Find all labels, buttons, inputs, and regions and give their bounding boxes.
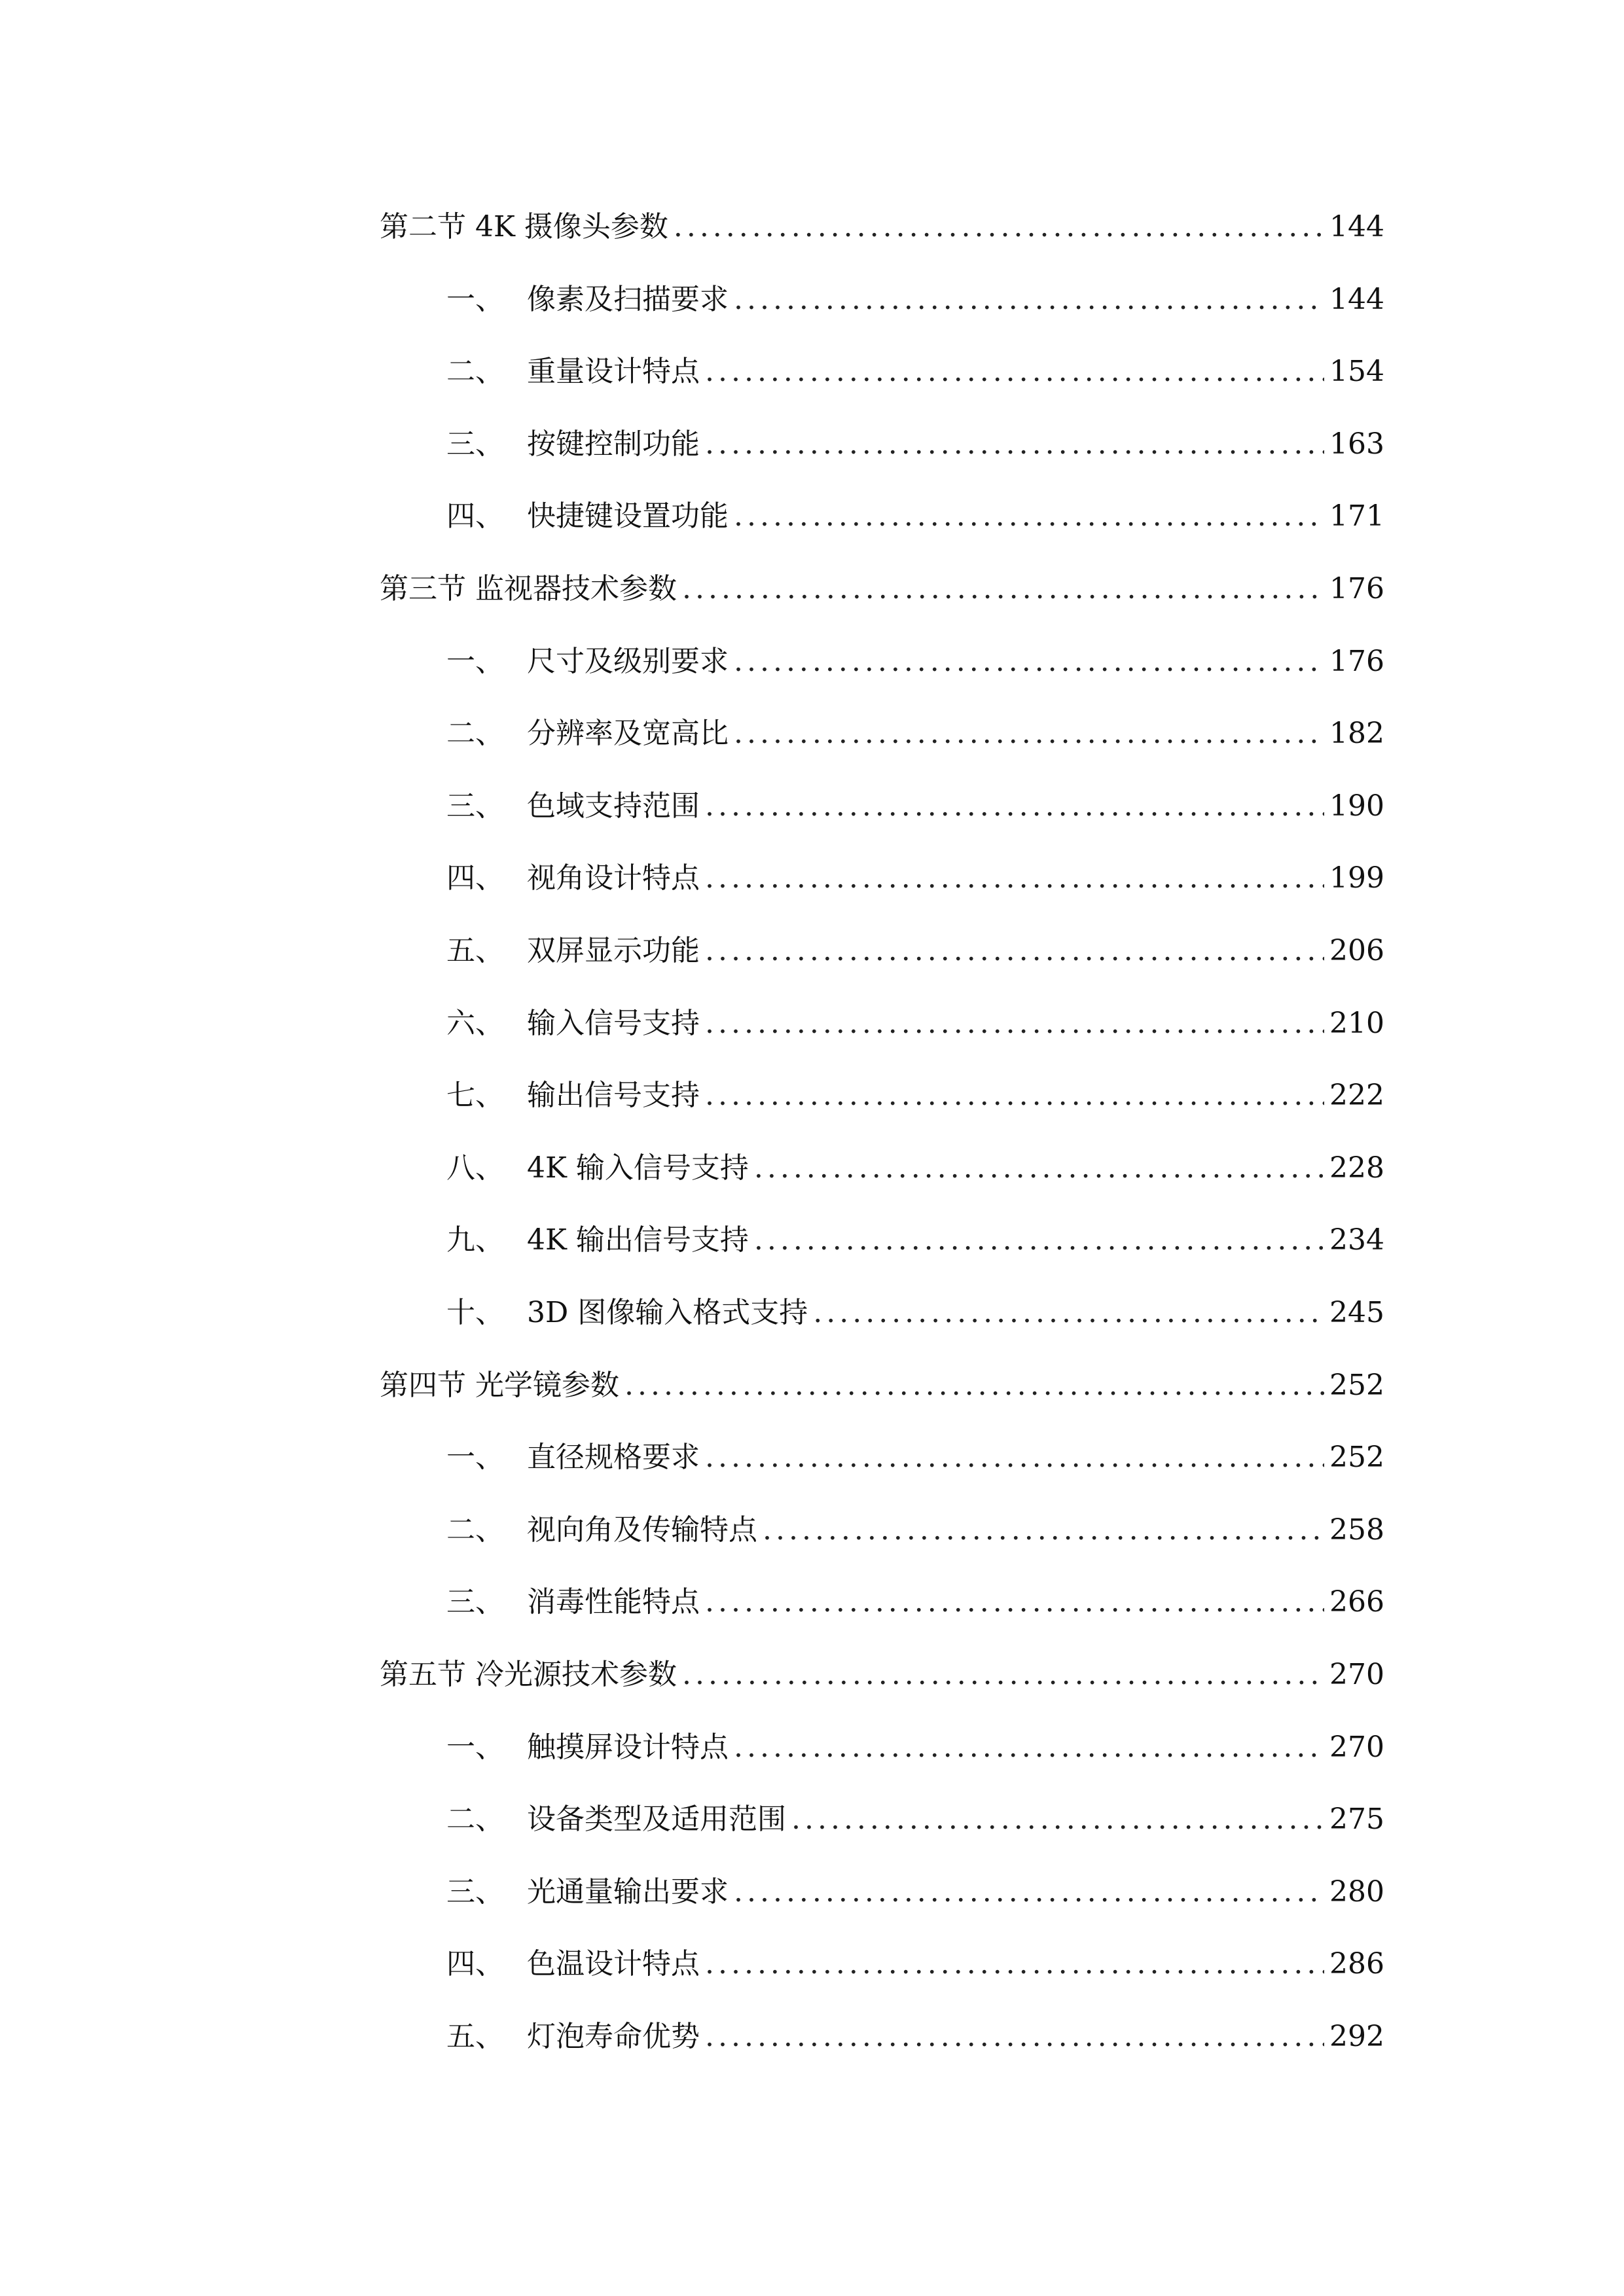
entry-title: 第二节 4K 摄像头参数	[380, 210, 668, 243]
entry-page-number: 258	[1329, 1513, 1384, 1547]
entry-title: 快捷键设置功能	[527, 499, 729, 533]
toc-section-entry[interactable]	[380, 204, 1384, 250]
dot-leader	[682, 566, 1324, 612]
entry-page-number: 206	[1329, 934, 1384, 967]
entry-title: 设备类型及适用范围	[527, 1803, 786, 1837]
entry-page-number: 228	[1329, 1151, 1384, 1185]
entry-page-number: 190	[1329, 789, 1384, 823]
entry-page-number: 199	[1329, 861, 1384, 895]
entry-number: 四、	[446, 861, 504, 895]
dot-leader	[734, 639, 1324, 685]
dot-leader	[734, 1725, 1324, 1770]
entry-title: 第五节 冷光源技术参数	[380, 1658, 677, 1691]
entry-page-number: 266	[1329, 1585, 1384, 1619]
entry-page-number: 222	[1329, 1079, 1384, 1113]
entry-number: 五、	[446, 2020, 504, 2053]
entry-title: 重量设计特点	[527, 355, 700, 389]
toc-subsection-entry[interactable]	[446, 1507, 1384, 1553]
entry-number: 一、	[446, 644, 504, 678]
dot-leader	[705, 2014, 1324, 2060]
entry-title: 直径规格要求	[527, 1441, 700, 1475]
toc-subsection-entry[interactable]	[446, 1869, 1384, 1915]
entry-number: 一、	[446, 1730, 504, 1764]
toc-subsection-entry[interactable]	[446, 1001, 1384, 1047]
entry-title: 输入信号支持	[527, 1006, 700, 1040]
dot-leader	[705, 349, 1324, 395]
entry-page-number: 270	[1329, 1730, 1384, 1764]
entry-number: 三、	[446, 1585, 504, 1619]
toc-subsection-entry[interactable]	[446, 855, 1384, 901]
dot-leader	[754, 1145, 1324, 1191]
entry-page-number: 234	[1329, 1223, 1384, 1257]
dot-leader	[705, 1073, 1324, 1119]
entry-title: 色温设计特点	[527, 1947, 700, 1981]
entry-number: 五、	[446, 934, 504, 967]
entry-number: 一、	[446, 1441, 504, 1475]
entry-title: 第三节 监视器技术参数	[380, 572, 677, 605]
entry-page-number: 245	[1329, 1296, 1384, 1329]
entry-page-number: 252	[1329, 1441, 1384, 1475]
dot-leader	[705, 855, 1324, 901]
entry-page-number: 275	[1329, 1803, 1384, 1837]
entry-page-number: 171	[1329, 499, 1384, 533]
entry-title: 视角设计特点	[527, 861, 700, 895]
toc-subsection-entry[interactable]	[446, 1435, 1384, 1480]
dot-leader	[813, 1290, 1324, 1336]
entry-title: 色域支持范围	[527, 789, 700, 823]
dot-leader	[734, 493, 1324, 539]
entry-page-number: 286	[1329, 1947, 1384, 1981]
dot-leader	[705, 1435, 1324, 1480]
toc-subsection-entry[interactable]	[446, 1725, 1384, 1770]
entry-number: 二、	[446, 717, 504, 751]
dot-leader	[705, 1001, 1324, 1047]
toc-subsection-entry[interactable]	[446, 2014, 1384, 2060]
toc-section-entry[interactable]	[380, 1652, 1384, 1698]
dot-leader	[705, 783, 1324, 829]
dot-leader	[734, 711, 1324, 757]
entry-title: 3D 图像输入格式支持	[527, 1296, 808, 1329]
entry-number: 三、	[446, 1874, 504, 1909]
entry-page-number: 182	[1329, 717, 1384, 751]
entry-title: 4K 输入信号支持	[527, 1151, 749, 1185]
entry-page-number: 176	[1329, 644, 1384, 678]
entry-page-number: 280	[1329, 1874, 1384, 1909]
toc-subsection-entry[interactable]	[446, 1290, 1384, 1336]
dot-leader	[734, 1869, 1324, 1915]
toc-subsection-entry[interactable]	[446, 1217, 1384, 1263]
toc-subsection-entry[interactable]	[446, 349, 1384, 395]
dot-leader	[763, 1507, 1324, 1553]
entry-title: 4K 输出信号支持	[527, 1223, 749, 1257]
dot-leader	[674, 204, 1324, 250]
toc-subsection-entry[interactable]	[446, 1579, 1384, 1625]
toc-subsection-entry[interactable]	[446, 928, 1384, 974]
dot-leader	[754, 1217, 1324, 1263]
entry-title: 视向角及传输特点	[527, 1513, 757, 1547]
entry-title: 像素及扫描要求	[527, 282, 729, 316]
toc-subsection-entry[interactable]	[446, 783, 1384, 829]
entry-title: 分辨率及宽高比	[527, 717, 729, 751]
entry-number: 二、	[446, 1803, 504, 1837]
entry-page-number: 154	[1329, 355, 1384, 389]
entry-number: 四、	[446, 1947, 504, 1981]
toc-subsection-entry[interactable]	[446, 1941, 1384, 1987]
toc-subsection-entry[interactable]	[446, 1073, 1384, 1119]
entry-title: 输出信号支持	[527, 1079, 700, 1113]
entry-page-number: 163	[1329, 427, 1384, 461]
entry-title: 双屏显示功能	[527, 934, 700, 967]
entry-page-number: 144	[1329, 282, 1384, 316]
entry-title: 消毒性能特点	[527, 1585, 700, 1619]
entry-number: 十、	[446, 1296, 504, 1329]
entry-number: 二、	[446, 355, 504, 389]
entry-title: 尺寸及级别要求	[527, 644, 729, 678]
entry-page-number: 176	[1329, 572, 1384, 605]
entry-number: 二、	[446, 1513, 504, 1547]
entry-title: 灯泡寿命优势	[527, 2020, 700, 2053]
dot-leader	[705, 928, 1324, 974]
entry-page-number: 270	[1329, 1658, 1384, 1691]
entry-number: 六、	[446, 1006, 504, 1040]
toc-subsection-entry[interactable]	[446, 422, 1384, 467]
entry-number: 七、	[446, 1079, 504, 1113]
toc-section-entry[interactable]	[380, 1363, 1384, 1408]
toc-subsection-entry[interactable]	[446, 277, 1384, 323]
entry-number: 三、	[446, 789, 504, 823]
dot-leader	[682, 1652, 1324, 1698]
dot-leader	[624, 1363, 1324, 1408]
entry-page-number: 252	[1329, 1368, 1384, 1402]
toc-section-entry[interactable]	[380, 566, 1384, 612]
dot-leader	[791, 1797, 1324, 1842]
entry-page-number: 144	[1329, 210, 1384, 243]
toc-subsection-entry[interactable]	[446, 493, 1384, 539]
entry-title: 按键控制功能	[527, 427, 700, 461]
toc-subsection-entry[interactable]	[446, 711, 1384, 757]
dot-leader	[705, 1941, 1324, 1987]
dot-leader	[705, 422, 1324, 467]
entry-number: 九、	[446, 1223, 504, 1257]
entry-title: 第四节 光学镜参数	[380, 1368, 619, 1402]
entry-page-number: 210	[1329, 1006, 1384, 1040]
entry-number: 三、	[446, 427, 504, 461]
entry-number: 一、	[446, 282, 504, 316]
toc-subsection-entry[interactable]	[446, 1797, 1384, 1842]
entry-number: 四、	[446, 499, 504, 533]
dot-leader	[705, 1579, 1324, 1625]
toc-subsection-entry[interactable]	[446, 1145, 1384, 1191]
entry-page-number: 292	[1329, 2020, 1384, 2053]
entry-number: 八、	[446, 1151, 504, 1185]
entry-title: 触摸屏设计特点	[527, 1730, 729, 1764]
toc-subsection-entry[interactable]	[446, 639, 1384, 685]
entry-title: 光通量输出要求	[527, 1874, 729, 1909]
dot-leader	[734, 277, 1324, 323]
